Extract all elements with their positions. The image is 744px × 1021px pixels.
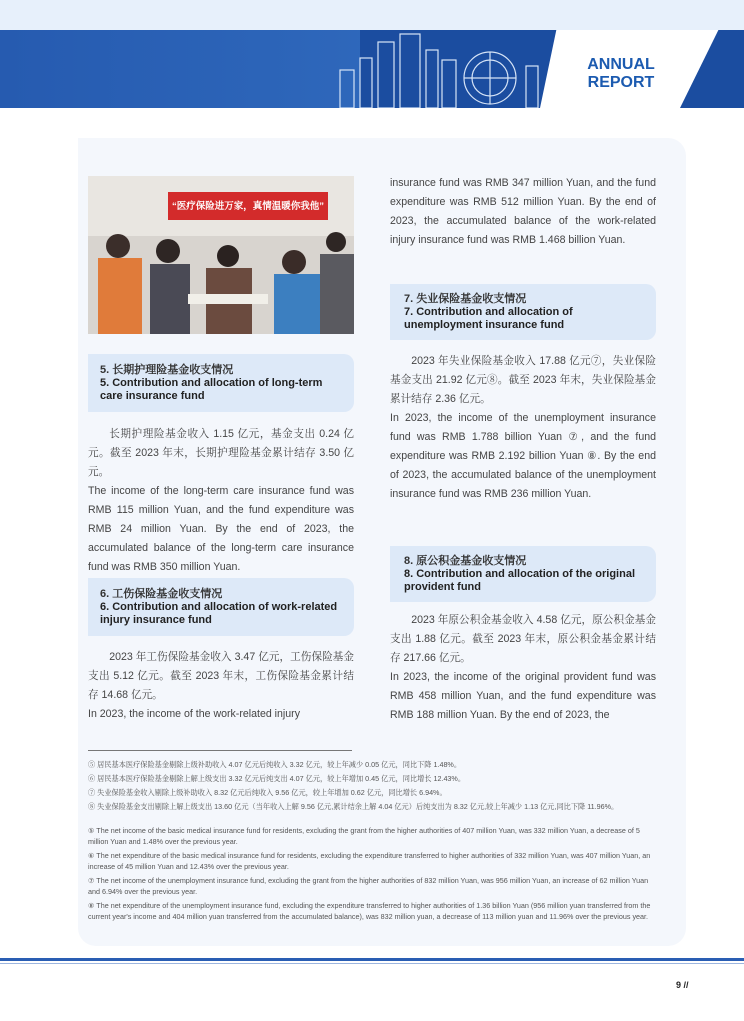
header-skyline-area bbox=[0, 30, 360, 108]
footnote-5-zh: ⑤ 居民基本医疗保险基金剔除上级补助收入 4.07 亿元后纯收入 3.32 亿元，较上年减少 0.05 亿元，同比下降 1.48%。 bbox=[88, 760, 462, 769]
section5-paragraph-zh: 长期护理险基金收入 1.15 亿元，基金支出 0.24 亿元。截至 2023 年末，长期护理险基金累计结存 3.50 亿元。 bbox=[88, 428, 354, 478]
report-title bbox=[566, 56, 676, 92]
page-number: 9 // bbox=[676, 980, 689, 990]
footnote-5-en: ⑤ The net income of the basic medical insurance fund for residents, excluding the grant from the higher authorities of 407 million Yuan, was 332 million Yuan, a decrease of 5 million Yuan and 1.48% over the previous year. bbox=[88, 826, 640, 846]
footer-line-thin bbox=[0, 963, 744, 964]
section5-title-zh: 5. 长期护理险基金收支情况 bbox=[100, 364, 234, 376]
section6-title-zh: 6. 工伤保险基金收支情况 bbox=[100, 588, 223, 600]
section6-paragraph-en: In 2023, the income of the work-related injury bbox=[88, 708, 300, 720]
city-skyline-icon bbox=[330, 30, 560, 108]
photo-banner-text: “医疗保险进万家，真情温暖你我他” bbox=[172, 201, 325, 212]
footnote-8-zh: ⑧ 失业保险基金支出剔除上解上级支出 13.60 亿元（当年收入上解 9.56 亿元,累计结余上解 4.04 亿元）后纯支出为 8.32 亿元,较上年减少 1.13 亿元,同比下降 11.96%。 bbox=[88, 802, 619, 811]
section5-paragraph bbox=[88, 425, 354, 577]
section8-paragraph bbox=[390, 611, 656, 725]
footnote-6-zh: ⑥ 居民基本医疗保险基金剔除上解上级支出 3.32 亿元后纯支出 4.07 亿元，较上年增加 0.45 亿元，同比增长 12.43%。 bbox=[88, 774, 466, 783]
section6-paragraph-zh: 2023 年工伤保险基金收入 3.47 亿元，工伤保险基金支出 5.12 亿元。截至 2023 年末，工伤保险基金累计结存 14.68 亿元。 bbox=[88, 651, 354, 701]
skyline-graphic bbox=[0, 30, 360, 108]
section8-title-en: 8. Contribution and allocation of the original provident fund bbox=[404, 568, 635, 593]
event-photo bbox=[88, 176, 354, 334]
section6-paragraph bbox=[88, 648, 354, 724]
footnote-7-en: ⑦ The net income of the unemployment insurance fund, excluding the grant from the higher authorities of 832 million Yuan, was 956 million Yuan, an increase of 62 million Yuan and 6.94% over the previous year. bbox=[88, 876, 649, 896]
section8-paragraph-en: In 2023, the income of the original provident fund was RMB 458 million Yuan, and the fund expenditure was RMB 188 million Yuan. By the end of 2023, the bbox=[390, 671, 656, 721]
section5-heading bbox=[88, 354, 354, 412]
report-title-line2: REPORT bbox=[587, 74, 655, 91]
footnote-divider bbox=[88, 750, 352, 751]
section5-title-en: 5. Contribution and allocation of long-term care insurance fund bbox=[100, 377, 323, 402]
right-col-top-paragraph: insurance fund was RMB 347 million Yuan, and the fund expenditure was RMB 512 million Yuan. By the end of 2023, the accumulated balance of the work-related injury insurance fund was RMB 1.468 billion Yuan. bbox=[390, 177, 656, 246]
footnote-6-en: ⑥ The net expenditure of the basic medical insurance fund for residents, excluding the expenditure transferred to higher authorities of 332 million Yuan, was 407 million Yuan, an increase of 45 million Yuan and 12.43% over the previous year. bbox=[88, 851, 651, 871]
footer-line bbox=[0, 958, 744, 961]
footnote-8-en: ⑧ The net expenditure of the unemployment insurance fund, excluding the expenditure transferred to higher authorities of 1.36 billion Yuan (956 million yuan transferred from the current year's income and 404 million yuan transferred from the accumulated balance), was 832 million yuan, a decrease of 113 million yuan and 11.96% over the previous year. bbox=[88, 901, 651, 921]
section6-heading bbox=[88, 578, 354, 636]
section7-title-en: 7. Contribution and allocation of unemployment insurance fund bbox=[404, 306, 573, 331]
section7-paragraph bbox=[390, 352, 656, 504]
section6-title-en: 6. Contribution and allocation of work-related injury insurance fund bbox=[100, 601, 338, 626]
report-title-line1: ANNUAL bbox=[587, 56, 655, 73]
footnote-7-zh: ⑦ 失业保险基金收入剔除上级补助收入 8.32 亿元后纯收入 9.56 亿元，较上年增加 0.62 亿元，同比增长 6.94%。 bbox=[88, 788, 447, 797]
section7-heading bbox=[390, 284, 656, 340]
section8-title-zh: 8. 原公积金基金收支情况 bbox=[404, 555, 527, 567]
section7-paragraph-zh: 2023 年失业保险基金收入 17.88 亿元⑦，失业保险基金支出 21.92 亿元⑧。截至 2023 年末，失业保险基金累计结存 2.36 亿元。 bbox=[390, 355, 656, 405]
section8-heading bbox=[390, 546, 656, 602]
top-band bbox=[0, 0, 744, 30]
section5-paragraph-en: The income of the long-term care insurance fund was RMB 115 million Yuan, and the fund expenditure was RMB 24 million Yuan. By the end of 2023, the accumulated balance of the long-term care insurance fund was RMB 350 million Yuan. bbox=[88, 485, 354, 573]
section7-title-zh: 7. 失业保险基金收支情况 bbox=[404, 293, 527, 305]
section7-paragraph-en: In 2023, the income of the unemployment insurance fund was RMB 1.788 billion Yuan ⑦, and the fund expenditure was RMB 2.192 billion Yuan ⑧. By the end of 2023, the accumulated balance of the unemployment insurance fund was RMB 236 million Yuan. bbox=[390, 412, 656, 500]
section8-paragraph-zh: 2023 年原公积金基金收入 4.58 亿元，原公积金基金支出 1.88 亿元。截至 2023 年末，原公积金基金累计结存 217.66 亿元。 bbox=[390, 614, 656, 664]
